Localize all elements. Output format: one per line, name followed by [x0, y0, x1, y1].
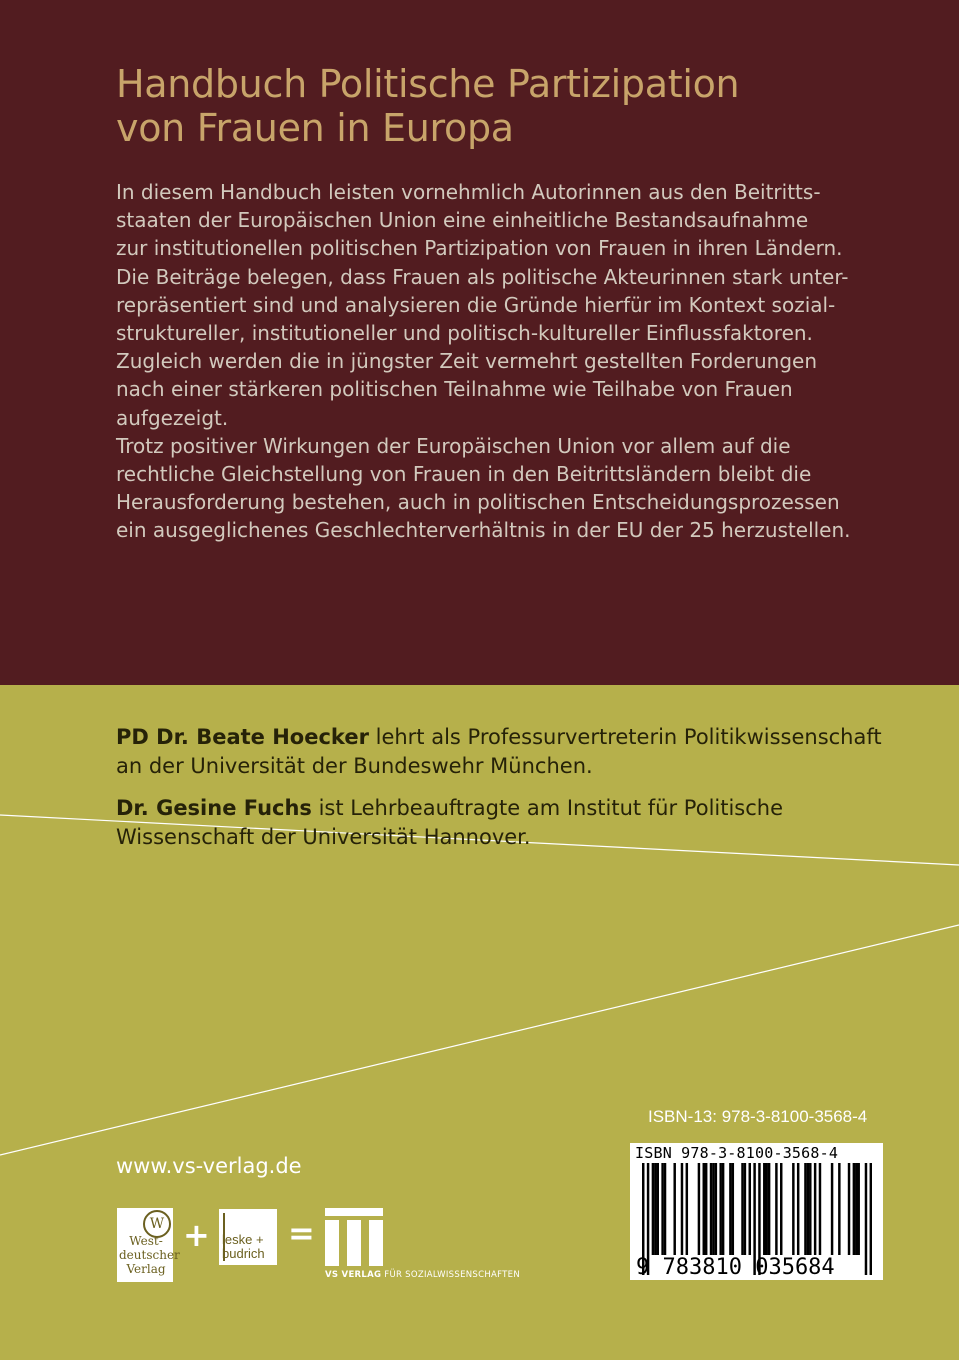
blurb-line: Zugleich werden die in jüngster Zeit vermehrt gestellten Forderungen: [116, 349, 818, 374]
barcode-bar: [809, 1163, 811, 1255]
barcode-bar: [686, 1163, 688, 1255]
blurb-line: nach einer stärkeren politischen Teilnahme wie Teilhabe von Frauen: [116, 377, 793, 402]
blurb-line: aufgezeigt.: [116, 405, 229, 430]
barcode-bar: [719, 1163, 721, 1255]
blurb-line: repräsentiert sind und analysieren die Gründe hierfür im Kontext sozial-: [116, 292, 836, 317]
website-url[interactable]: www.vs-verlag.de: [116, 1154, 302, 1178]
book-title: [116, 62, 916, 150]
leske-budrich-logo: [219, 1209, 277, 1265]
barcode-bar: [768, 1163, 770, 1255]
barcode-bar: [763, 1163, 765, 1255]
barcode-bar: [797, 1163, 799, 1255]
barcode-bar: [792, 1163, 794, 1255]
blurb-line: Die Beiträge belegen, dass Frauen als politische Akteurinnen stark unter-: [116, 264, 849, 289]
barcode-bar: [661, 1163, 663, 1255]
blurb-text: [116, 178, 946, 545]
barcode-bar: [732, 1163, 734, 1255]
barcode-bar: [855, 1163, 857, 1255]
barcode-bar: [681, 1163, 683, 1255]
vs-verlag-logo-icon: [325, 1208, 383, 1266]
barcode-bar: [870, 1163, 872, 1275]
westdeutscher-verlag-text: West- deutscher Verlag: [119, 1234, 180, 1276]
book-title-line-2: von Frauen in Europa: [116, 106, 514, 150]
plus-sign: +: [183, 1216, 210, 1254]
westdeutscher-verlag-logo: [117, 1208, 180, 1282]
equals-sign: =: [288, 1214, 315, 1252]
barcode-bar: [698, 1163, 700, 1255]
barcode-bar: [819, 1163, 821, 1255]
barcode-bar: [654, 1163, 656, 1255]
barcode-bar: [705, 1163, 707, 1255]
blurb-line: staaten der Europäischen Union eine einheitliche Bestandsaufnahme: [116, 208, 809, 233]
barcode-bar: [807, 1163, 809, 1255]
barcode-bar: [710, 1163, 712, 1255]
barcode-bar: [722, 1163, 724, 1255]
blurb-line: rechtliche Gleichstellung von Frauen in den Beitrittsländern bleibt die: [116, 462, 812, 487]
barcode-isbn-text: ISBN 978-3-8100-3568-4: [635, 1144, 839, 1162]
author-bio: [116, 723, 916, 781]
barcode-bar: [848, 1163, 850, 1255]
barcode-bar: [703, 1163, 705, 1255]
barcode-bar: [780, 1163, 782, 1255]
barcode-bar: [744, 1163, 746, 1255]
blurb-line: Trotz positiver Wirkungen der Europäischen Union vor allem auf die: [116, 433, 791, 458]
barcode-bar: [741, 1163, 743, 1255]
barcode-bar: [814, 1163, 816, 1255]
barcode-bar: [853, 1163, 855, 1255]
book-title-line-1: Handbuch Politische Partizipation: [116, 62, 740, 106]
barcode-bar: [749, 1163, 751, 1255]
author-name: Dr. Gesine Fuchs: [116, 796, 312, 820]
author-bio-text: lehrt als Professurvertreterin Politikwissenschaft: [368, 725, 882, 749]
author-bio-text: an der Universität der Bundeswehr München.: [116, 754, 593, 778]
vs-verlag-logo-text: VS VERLAG FÜR SOZIALWISSENSCHAFTEN: [325, 1270, 521, 1280]
author-bio-text: ist Lehrbeauftragte am Institut für Politische: [311, 796, 784, 820]
barcode-bar: [838, 1163, 840, 1255]
barcode-bar: [715, 1163, 717, 1255]
author-bio-text: Wissenschaft der Universität Hannover.: [116, 825, 531, 849]
barcode-bar: [673, 1163, 675, 1255]
blurb-line: In diesem Handbuch leisten vornehmlich Autorinnen aus den Beitritts-: [116, 180, 821, 204]
author-bios: [116, 723, 916, 865]
author-bio: [116, 794, 916, 852]
barcode-bar: [831, 1163, 833, 1255]
blurb-line: zur institutionellen politischen Partizipation von Frauen in ihren Ländern.: [116, 236, 843, 261]
isbn-barcode: [630, 1143, 883, 1280]
blurb-line: Herausforderung bestehen, auch in politischen Entscheidungsprozessen: [116, 490, 840, 515]
barcode-bar: [804, 1163, 806, 1255]
barcode-bar: [765, 1163, 767, 1255]
barcode-bar: [657, 1163, 659, 1255]
blurb-line: struktureller, institutioneller und politisch-kultureller Einflussfaktoren.: [116, 321, 813, 346]
isbn-label: ISBN-13: 978-3-8100-3568-4: [648, 1107, 868, 1126]
barcode-bar: [712, 1163, 714, 1255]
barcode-bar: [775, 1163, 777, 1255]
leske-budrich-text: leske + budrich: [222, 1232, 265, 1261]
barcode-bar: [857, 1163, 859, 1255]
barcode-bar: [664, 1163, 666, 1255]
barcode-digits: 9 783810 035684: [636, 1255, 835, 1280]
w-logo-icon: W: [143, 1210, 171, 1238]
barcode-bar: [652, 1163, 654, 1255]
barcode-bar: [865, 1163, 867, 1275]
blurb-line: ein ausgeglichenes Geschlechterverhältnis in der EU der 25 herzustellen.: [116, 518, 851, 543]
author-name: PD Dr. Beate Hoecker: [116, 725, 369, 749]
barcode-bar: [729, 1163, 731, 1255]
